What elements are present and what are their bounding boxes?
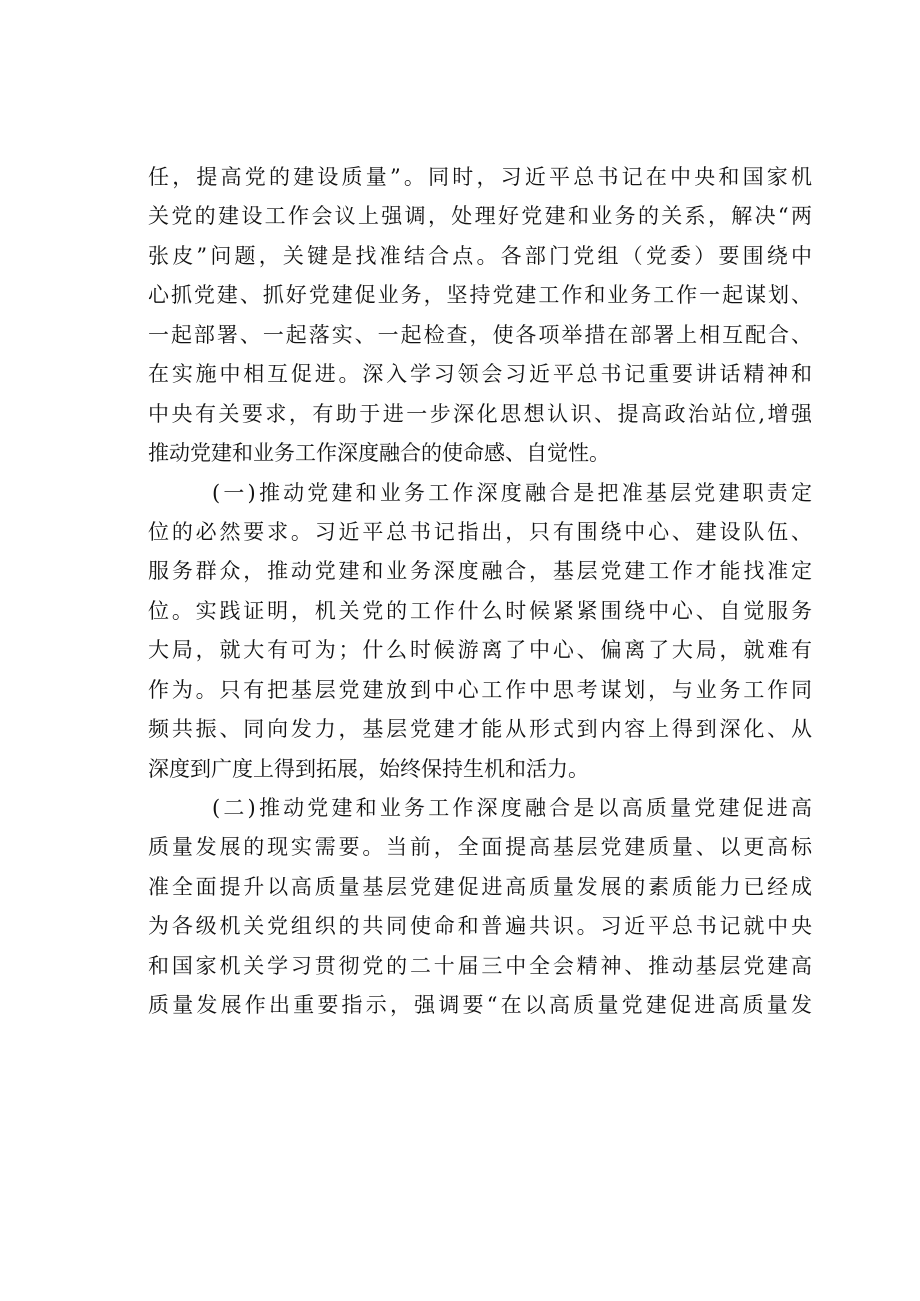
text-line: 在实施中相互促进。深入学习领会习近平总书记重要讲话精神和 — [148, 362, 812, 387]
text-line: 频共振、同向发力，基层党建才能从形式到内容上得到深化、从 — [148, 717, 812, 742]
text-line: 作为。只有把基层党建放到中心工作中思考谋划，与业务工作同 — [148, 677, 812, 702]
text-line: 服务群众，推动党建和业务深度融合，基层党建工作才能找准定 — [148, 559, 812, 584]
text-line: 任，提高党的建设质量”。同时，习近平总书记在中央和国家机 — [148, 165, 812, 189]
text-line: 位的必然要求。习近平总书记指出，只有围绕中心、建设队伍、 — [148, 519, 812, 544]
text-line: 关党的建设工作会议上强调，处理好党建和业务的关系，解决“两 — [148, 204, 812, 229]
text-line: 位。实践证明，机关党的工作什么时候紧紧围绕中心、自觉服务 — [148, 598, 812, 623]
text-line: 准全面提升以高质量基层党建促进高质量发展的素质能力已经成 — [148, 874, 812, 899]
paragraph-first-line: (一)推动党建和业务工作深度融合是把准基层党建职责定 — [212, 480, 812, 505]
text-line: 质量发展作出重要指示，强调要“在以高质量党建促进高质量发 — [148, 993, 812, 1018]
paragraph-first-line: (二)推动党建和业务工作深度融合是以高质量党建促进高 — [212, 796, 812, 820]
text-line: 一起部署、一起落实、一起检查，使各项举措在部署上相互配合、 — [148, 322, 812, 347]
text-line: 中央有关要求，有助于进一步深化思想认识、提高政治站位,增强 — [148, 401, 812, 426]
text-line: 和国家机关学习贯彻党的二十届三中全会精神、推动基层党建高 — [148, 953, 812, 978]
text-line: 推动党建和业务工作深度融合的使命感、自觉性。 — [148, 441, 610, 466]
document-body — [148, 158, 812, 1026]
text-line: 深度到广度上得到拓展，始终保持生机和活力。 — [148, 756, 589, 781]
text-line: 张皮”问题，关键是找准结合点。各部门党组（党委）要围绕中 — [148, 243, 812, 268]
text-line: 心抓党建、抓好党建促业务，坚持党建工作和业务工作一起谋划、 — [148, 283, 812, 308]
text-line: 大局，就大有可为；什么时候游离了中心、偏离了大局，就难有 — [148, 638, 812, 663]
text-line: 质量发展的现实需要。当前，全面提高基层党建质量、以更高标 — [148, 835, 812, 860]
text-line: 为各级机关党组织的共同使命和普遍共识。习近平总书记就中央 — [148, 914, 812, 939]
